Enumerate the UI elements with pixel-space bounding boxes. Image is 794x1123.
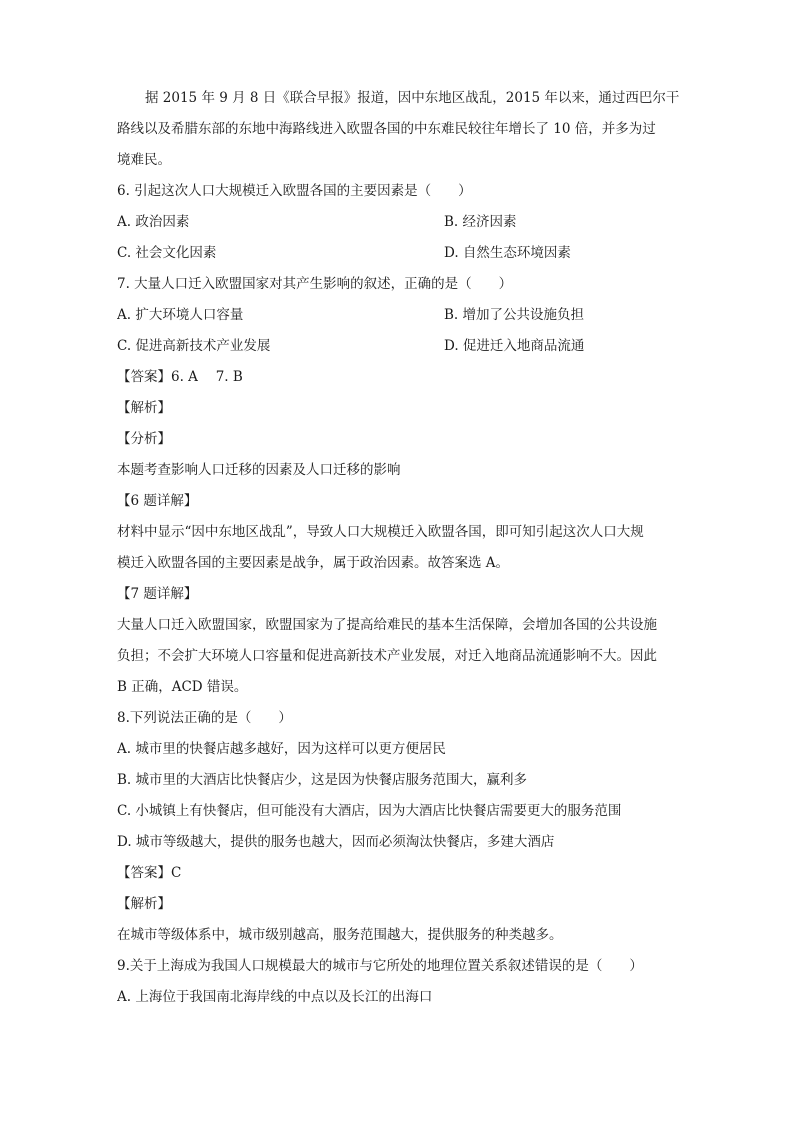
answer-6-7: 【答案】6. A 7. B [117,369,243,385]
question-6-option-c: C. 社会文化因素 [117,245,217,261]
question-9-stem: 9.关于上海成为我国人口规模最大的城市与它所处的地理位置关系叙述错误的是（ ） [117,958,643,974]
question-8-option-d: D. 城市等级越大，提供的服务也越大，因而必须淘汰快餐店，多建大酒店 [117,834,555,850]
q6-detail-heading: 【6 题详解】 [117,493,198,509]
question-8-option-c: C. 小城镇上有快餐店，但可能没有大酒店，因为大酒店比快餐店需要更大的服务范围 [117,803,622,819]
question-8-option-a: A. 城市里的快餐店越多越好，因为这样可以更方便居民 [117,741,446,757]
passage-line-3: 境难民。 [117,152,171,168]
analysis-heading-2: 【解析】 [117,896,171,912]
question-7-option-d: D. 促进迁入地商品流通 [444,338,585,354]
q8-detail: 在城市等级体系中，城市级别越高，服务范围越大，提供服务的种类越多。 [117,927,563,943]
question-7-option-c: C. 促进高新技术产业发展 [117,338,271,354]
passage-line-1: 据 2015 年 9 月 8 日《联合早报》报道，因中东地区战乱，2015 年以来，通过西巴尔干 [145,90,679,106]
question-6-stem: 6. 引起这次人口大规模迁入欧盟各国的主要因素是（ ） [117,183,472,199]
answer-8: 【答案】C [117,865,182,881]
question-7-stem: 7. 大量人口迁入欧盟国家对其产生影响的叙述，正确的是（ ） [117,276,513,292]
question-8-option-b: B. 城市里的大酒店比快餐店少，这是因为快餐店服务范围大，赢利多 [117,772,528,788]
q7-detail-line-3: B 正确，ACD 错误。 [117,679,248,695]
question-6-option-d: D. 自然生态环境因素 [444,245,571,261]
question-7-option-a: A. 扩大环境人口容量 [117,307,244,323]
q6-detail-line-2: 模迁入欧盟各国的主要因素是战争，属于政治因素。故答案选 A。 [117,555,510,571]
question-8-stem: 8.下列说法正确的是（ ） [117,710,292,726]
passage-line-2: 路线以及希腊东部的东地中海路线进入欧盟各国的中东难民较往年增长了 10 倍，并多为过 [117,121,656,137]
q6-detail-line-1: 材料中显示“因中东地区战乱”，导致人口大规模迁入欧盟各国，即可知引起这次人口大规 [117,524,644,540]
analysis-heading-1: 【解析】 [117,400,171,416]
q7-detail-heading: 【7 题详解】 [117,586,198,602]
question-6-option-a: A. 政治因素 [117,214,190,230]
fenxi-heading: 【分析】 [117,431,171,447]
question-7-option-b: B. 增加了公共设施负担 [444,307,585,323]
question-9-option-a: A. 上海位于我国南北海岸线的中点以及长江的出海口 [117,989,433,1005]
q7-detail-line-2: 负担；不会扩大环境人口容量和促进高新技术产业发展，对迁入地商品流通影响不大。因此 [117,648,657,664]
q7-detail-line-1: 大量人口迁入欧盟国家，欧盟国家为了提高给难民的基本生活保障，会增加各国的公共设施 [117,617,657,633]
fenxi-text: 本题考查影响人口迁移的因素及人口迁移的影响 [117,462,401,478]
question-6-option-b: B. 经济因素 [444,214,517,230]
